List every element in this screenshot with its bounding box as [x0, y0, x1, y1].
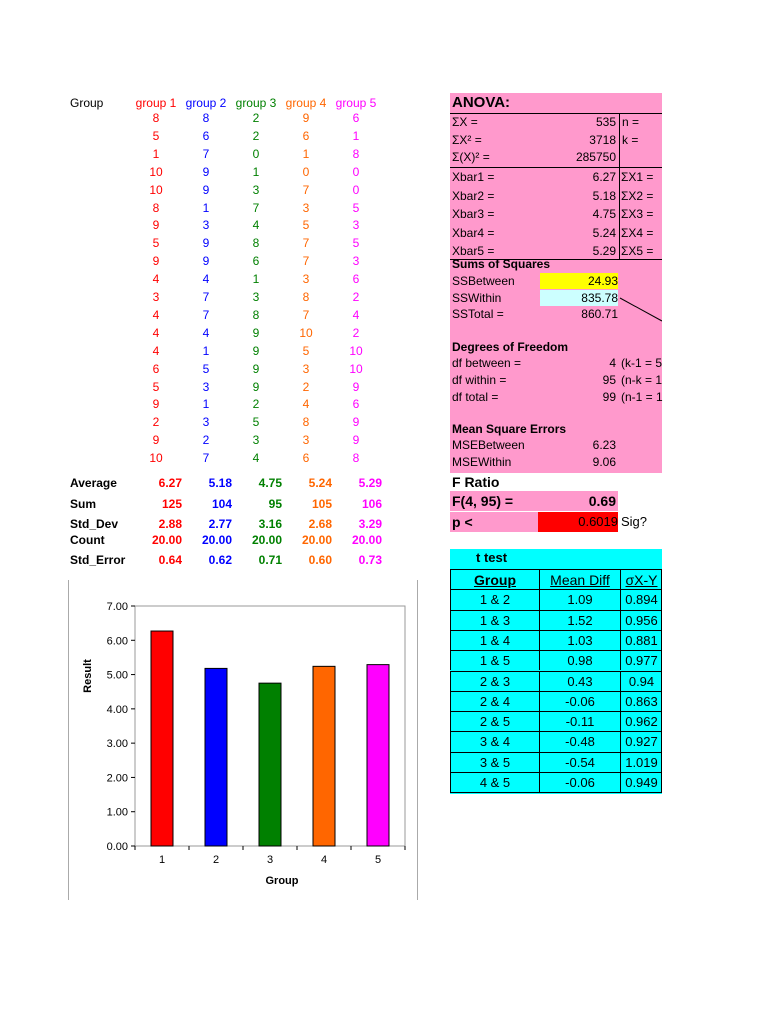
data-cell: 5 — [302, 218, 310, 233]
data-cell: 4 — [302, 397, 310, 412]
xbar-side-label: ΣX3 = — [621, 207, 654, 221]
t-test-cell: 0.98 — [539, 650, 620, 670]
ss-label: SSWithin — [452, 291, 502, 305]
data-cell: 8 — [352, 146, 360, 161]
data-cell: 9 — [152, 433, 160, 448]
t-test-cell: 0.863 — [620, 691, 662, 711]
data-cell: 9 — [352, 379, 360, 394]
data-cell: 4 — [252, 451, 260, 466]
data-cell: 8 — [302, 290, 310, 304]
mse-value: 9.06 — [592, 455, 616, 469]
stat-value: 105 — [311, 497, 332, 511]
data-cell: 6 — [352, 111, 360, 125]
y-tick-label: 2.00 — [106, 772, 128, 785]
df-title: Degrees of Freedom — [452, 340, 569, 354]
stat-value: 0.60 — [308, 553, 332, 567]
sum-value: 535 — [595, 115, 616, 129]
bar-group-5 — [367, 665, 389, 846]
t-test-cell: -0.54 — [539, 752, 620, 772]
data-cell: 9 — [202, 164, 210, 179]
t-test-cell: 0.977 — [620, 650, 662, 670]
stat-value: 2.77 — [208, 517, 232, 531]
xbar-side-label: ΣX1 = — [621, 170, 654, 184]
data-cell: 4 — [152, 343, 160, 358]
data-cell: 0 — [252, 146, 260, 161]
sum-side-label: n = — [622, 115, 640, 129]
stat-value: 3.29 — [358, 517, 382, 531]
data-cell: 7 — [202, 290, 210, 304]
data-cell: 9 — [152, 254, 160, 269]
stat-value: 95 — [268, 497, 282, 511]
data-cell: 7 — [302, 254, 310, 269]
sum-label: Σ(X)² = — [452, 150, 490, 164]
data-cell: 5 — [352, 236, 360, 251]
data-cell: 1 — [352, 128, 360, 143]
group-header-4: group 4 — [285, 96, 327, 110]
t-test-cell: 0.894 — [620, 589, 662, 609]
data-cell: 7 — [302, 236, 310, 251]
t-test-cell: 1.09 — [539, 589, 620, 609]
data-cell: 3 — [352, 218, 360, 233]
xbar-side-label: ΣX4 = — [621, 225, 654, 240]
data-cell: 9 — [152, 397, 160, 412]
stat-value: 0.64 — [158, 553, 182, 567]
t-test-title: t test — [476, 550, 508, 565]
data-cell: 5 — [302, 343, 310, 358]
data-cell: 2 — [252, 397, 260, 412]
xbar-value: 5.29 — [592, 244, 616, 258]
data-cell: 4 — [252, 218, 260, 233]
y-tick-label: 5.00 — [106, 669, 128, 682]
data-cell: 10 — [149, 182, 163, 197]
bar-group-3 — [259, 683, 281, 846]
t-test-header-1: Group — [450, 569, 539, 589]
mse-label: MSEWithin — [452, 455, 512, 469]
t-test-cell: 2 & 4 — [450, 691, 539, 711]
data-cell: 9 — [252, 361, 260, 376]
t-test-cell: 1.019 — [620, 752, 662, 772]
y-tick-label: 0.00 — [106, 841, 128, 853]
df-note: (n-1 = 1 — [621, 390, 663, 404]
data-cell: 3 — [302, 433, 310, 448]
t-test-cell: 1 & 2 — [450, 589, 539, 609]
t-test-cell: 1 & 5 — [450, 650, 539, 670]
stat-value: 20.00 — [251, 533, 282, 547]
data-cell: 3 — [302, 272, 310, 287]
mse-title: Mean Square Errors — [452, 422, 567, 436]
data-cell: 4 — [202, 272, 210, 287]
data-cell: 9 — [302, 111, 310, 125]
xbar-value: 4.75 — [592, 207, 616, 221]
data-cell: 10 — [149, 451, 163, 466]
data-cell: 7 — [302, 307, 310, 322]
bar-group-1 — [151, 631, 173, 846]
t-test-cell: 0.927 — [620, 731, 662, 751]
data-cell: 6 — [302, 451, 310, 466]
group-header-label: Group — [70, 96, 104, 110]
data-cell: 3 — [202, 415, 210, 430]
data-cell: 1 — [202, 397, 210, 412]
stat-value: 0.73 — [358, 553, 382, 567]
stat-label-sum: Sum — [70, 497, 97, 511]
data-cell: 3 — [252, 290, 260, 304]
sum-value: 3718 — [589, 132, 616, 147]
stat-value: 0.62 — [208, 553, 232, 567]
data-cell: 6 — [352, 272, 360, 287]
ss-title: Sums of Squares — [452, 257, 551, 271]
f-label: F(4, 95) = — [452, 493, 514, 509]
data-cell: 5 — [152, 128, 160, 143]
df-value: 95 — [602, 373, 616, 387]
sum-label: ΣX² = — [452, 132, 482, 147]
t-test-cell: 3 & 5 — [450, 752, 539, 772]
data-cell: 8 — [152, 200, 160, 215]
data-cell: 6 — [202, 128, 210, 143]
data-cell: 1 — [252, 272, 260, 287]
data-cell: 8 — [252, 307, 260, 322]
table-right-border — [661, 569, 662, 792]
stat-value: 4.75 — [258, 476, 282, 490]
connector-line-segment — [620, 298, 662, 321]
mse-label: MSEBetween — [452, 438, 525, 452]
data-cell: 8 — [352, 451, 360, 466]
data-cell: 8 — [252, 236, 260, 251]
sum-value: 285750 — [575, 150, 616, 164]
t-test-cell: 4 & 5 — [450, 772, 539, 792]
group-header-5: group 5 — [335, 96, 377, 110]
data-cell: 5 — [152, 236, 160, 251]
stat-value: 5.29 — [358, 476, 382, 490]
data-cell: 0 — [352, 164, 360, 179]
data-cell: 7 — [202, 451, 210, 466]
stat-value: 5.18 — [208, 476, 232, 490]
stat-label-average: Average — [70, 476, 117, 490]
t-test-cell: -0.06 — [539, 772, 620, 792]
data-cell: 2 — [352, 325, 360, 340]
data-cell: 7 — [302, 182, 310, 197]
sum-side-label: k = — [622, 132, 639, 147]
data-cell: 3 — [202, 379, 210, 394]
stat-value: 2.88 — [158, 517, 182, 531]
t-test-cell: 1 & 3 — [450, 610, 539, 630]
data-cell: 3 — [352, 254, 360, 269]
data-cell: 8 — [302, 415, 310, 430]
xbar-side-label: ΣX2 = — [621, 188, 654, 203]
data-cell: 1 — [202, 200, 210, 215]
data-cell: 10 — [349, 343, 363, 358]
t-test-cell: 2 & 3 — [450, 671, 539, 691]
mse-value: 6.23 — [592, 438, 616, 452]
y-tick-label: 6.00 — [106, 635, 128, 648]
data-cell: 9 — [252, 343, 260, 358]
data-cell: 6 — [252, 254, 260, 269]
stat-value: 125 — [161, 497, 182, 511]
data-cell: 6 — [152, 361, 160, 376]
stat-value: 20.00 — [351, 533, 382, 547]
sig-label: Sig? — [621, 514, 648, 529]
data-cell: 3 — [252, 182, 260, 197]
bar-group-2 — [205, 668, 227, 846]
t-test-cell: 1 & 4 — [450, 630, 539, 650]
t-test-cell: 0.962 — [620, 711, 662, 731]
data-cell: 10 — [349, 361, 363, 376]
data-cell: 7 — [202, 307, 210, 322]
t-test-cell: -0.06 — [539, 691, 620, 711]
stat-label-std-dev: Std_Dev — [70, 517, 119, 531]
df-note: (n-k = 1 — [621, 373, 663, 387]
t-test-cell: 0.43 — [539, 671, 620, 691]
x-tick-label: 5 — [374, 854, 382, 866]
data-cell: 2 — [252, 128, 260, 143]
xbar-label: Xbar3 = — [452, 207, 495, 221]
data-cell: 1 — [152, 146, 160, 161]
x-tick-label: 3 — [266, 854, 274, 866]
data-cell: 1 — [252, 164, 260, 179]
data-cell: 5 — [202, 361, 210, 376]
chart-panel — [68, 580, 418, 900]
data-cell: 0 — [302, 164, 310, 179]
t-test-cell: 0.881 — [620, 630, 662, 650]
data-cell: 9 — [202, 236, 210, 251]
stat-value: 20.00 — [201, 533, 232, 547]
x-tick-label: 4 — [320, 854, 328, 866]
group-header-2: group 2 — [185, 96, 227, 110]
data-cell: 9 — [202, 254, 210, 269]
ss-label: SSTotal = — [452, 307, 504, 321]
y-tick-label: 4.00 — [106, 703, 128, 716]
p-value: 0.6019 — [538, 512, 618, 532]
t-test-cell: 3 & 4 — [450, 731, 539, 751]
stat-value: 106 — [361, 497, 382, 511]
bar-group-4 — [313, 666, 335, 846]
stat-value: 5.24 — [308, 476, 332, 490]
data-cell: 2 — [352, 290, 360, 304]
data-cell: 4 — [202, 325, 210, 340]
stat-value: 6.27 — [158, 476, 182, 490]
data-cell: 6 — [352, 397, 360, 412]
y-tick-label: 1.00 — [106, 806, 128, 819]
anova-panel — [450, 93, 662, 473]
f-value: 0.69 — [588, 493, 616, 509]
data-cell: 4 — [152, 325, 160, 340]
df-note: (k-1 = 5 — [621, 356, 663, 370]
df-label: df within = — [452, 373, 507, 387]
data-cell: 2 — [152, 415, 160, 430]
df-value: 4 — [609, 356, 616, 370]
data-cell: 2 — [302, 379, 310, 394]
t-test-cell: 2 & 5 — [450, 711, 539, 731]
data-cell: 3 — [202, 218, 210, 233]
xbar-label: Xbar2 = — [452, 188, 495, 203]
table-bottom-border — [450, 792, 662, 793]
connector-line — [450, 93, 662, 473]
stat-value: 2.68 — [308, 517, 332, 531]
data-cell: 8 — [152, 111, 160, 125]
data-cell: 2 — [252, 111, 260, 125]
data-cell: 9 — [202, 182, 210, 197]
f-ratio-title: F Ratio — [452, 474, 500, 490]
data-cell: 9 — [252, 379, 260, 394]
ss-value: 860.71 — [581, 307, 618, 321]
data-cell: 4 — [152, 272, 160, 287]
anova-title: ANOVA: — [452, 94, 511, 111]
data-cell: 6 — [302, 128, 310, 143]
data-cell: 5 — [352, 200, 360, 215]
stat-value: 0.71 — [258, 553, 282, 567]
ss-value: 24.93 — [540, 273, 618, 289]
xbar-value: 5.24 — [592, 225, 616, 240]
data-cell: 9 — [352, 415, 360, 430]
xbar-label: Xbar5 = — [452, 244, 495, 258]
data-cell: 5 — [252, 415, 260, 430]
df-value: 99 — [602, 390, 616, 404]
group-header-3: group 3 — [235, 96, 277, 110]
xbar-label: Xbar4 = — [452, 225, 495, 240]
xbar-value: 5.18 — [592, 188, 616, 203]
t-test-cell: 1.03 — [539, 630, 620, 650]
data-cell: 0 — [352, 182, 360, 197]
stat-label-count: Count — [70, 533, 105, 547]
t-test-cell: 1.52 — [539, 610, 620, 630]
data-cell: 3 — [152, 290, 160, 304]
ss-label: SSBetween — [452, 274, 515, 288]
t-test-cell: 0.949 — [620, 772, 662, 792]
df-label: df between = — [452, 356, 522, 370]
stat-value: 3.16 — [258, 517, 282, 531]
data-cell: 8 — [202, 111, 210, 125]
stat-value: 104 — [211, 497, 232, 511]
data-cell: 3 — [302, 361, 310, 376]
t-test-panel — [450, 549, 662, 794]
data-cell: 4 — [352, 307, 360, 322]
data-cell: 3 — [252, 433, 260, 448]
stat-value: 20.00 — [301, 533, 332, 547]
data-cell: 3 — [302, 200, 310, 215]
data-cell: 10 — [149, 164, 163, 179]
t-test-cell: 0.956 — [620, 610, 662, 630]
t-test-cell: -0.48 — [539, 731, 620, 751]
bar-chart — [69, 580, 417, 900]
data-cell: 5 — [152, 379, 160, 394]
x-tick-label: 1 — [158, 854, 166, 866]
t-test-header-3: σX-Y — [620, 569, 662, 589]
t-test-header-2: Mean Diff — [539, 569, 620, 589]
df-label: df total = — [452, 390, 499, 404]
y-tick-label: 3.00 — [106, 738, 128, 751]
data-cell: 9 — [352, 433, 360, 448]
sum-label: ΣX = — [452, 115, 478, 129]
y-axis-label: Result — [82, 659, 94, 693]
stat-label-std-error: Std_Error — [70, 553, 126, 567]
data-cell: 7 — [252, 200, 260, 215]
xbar-value: 6.27 — [592, 170, 616, 184]
ss-value: 835.78 — [540, 290, 618, 306]
xbar-side-label: ΣX5 = — [621, 244, 654, 258]
data-cell: 1 — [302, 146, 310, 161]
data-cell: 1 — [202, 343, 210, 358]
t-test-cell: -0.11 — [539, 711, 620, 731]
xbar-label: Xbar1 = — [452, 170, 495, 184]
data-cell: 4 — [152, 307, 160, 322]
y-tick-label: 7.00 — [106, 601, 128, 613]
x-tick-label: 2 — [212, 854, 220, 866]
t-test-cell: 0.94 — [620, 671, 662, 691]
stat-value: 20.00 — [151, 533, 182, 547]
data-cell: 9 — [252, 325, 260, 340]
data-cell: 10 — [299, 325, 313, 340]
data-cell: 7 — [202, 146, 210, 161]
data-cell: 2 — [202, 433, 210, 448]
x-axis-label: Group — [265, 875, 299, 887]
f-ratio-panel — [450, 473, 662, 533]
group-header-1: group 1 — [135, 96, 177, 110]
data-cell: 9 — [152, 218, 160, 233]
p-label: p < — [452, 514, 473, 530]
